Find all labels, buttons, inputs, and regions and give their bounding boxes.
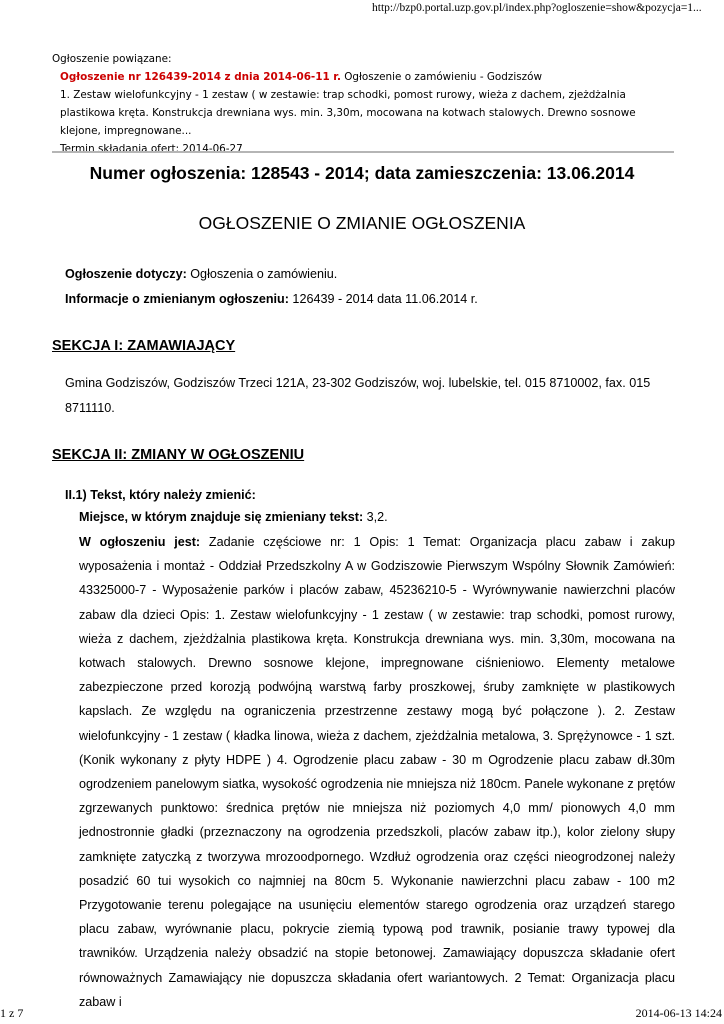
changed-notice-value: 126439 - 2014 data 11.06.2014 r. <box>288 292 478 306</box>
related-label: Ogłoszenie powiązane: <box>52 53 172 65</box>
section-2-heading: SEKCJA II: ZMIANY W OGŁOSZENIU <box>52 447 305 463</box>
changed-notice-line <box>65 291 478 307</box>
concerns-value: Ogłoszenia o zamówieniu. <box>186 267 338 281</box>
print-datetime: 2014-06-13 14:24 <box>635 1006 722 1020</box>
section-1-heading: SEKCJA I: ZAMAWIAJĄCY <box>52 338 236 354</box>
separator-line <box>52 151 674 153</box>
original-text-label: W ogłoszeniu jest: <box>79 535 201 549</box>
related-deadline: Termin składania ofert: 2014-06-27 <box>60 143 243 155</box>
text-to-change-heading: II.1) Tekst, który należy zmienić: <box>65 488 256 502</box>
changed-place-line <box>79 505 675 529</box>
related-notice-suffix: Ogłoszenie o zamówieniu - Godziszów <box>340 71 542 83</box>
related-summary: 1. Zestaw wielofunkcyjny - 1 zestaw ( w zestawie: trap schodki, pomost rurowy, wieża z dachem, zjeżdżalnia plastikowa kręta. Konstrukcja drewniana wys. min. 3,30m, mocowana na kotwach stalowych. Drewno sosnowe klejone, impregnowane... <box>60 89 636 137</box>
contracting-authority-text: Gmina Godziszów, Godziszów Trzeci 121A, 23-302 Godziszów, woj. lubelskie, tel. 015 8710002, fax. 015 8711110. <box>65 376 651 415</box>
changed-place-value: 3,2. <box>363 510 388 524</box>
notice-type-title: OGŁOSZENIE O ZMIANIE OGŁOSZENIA <box>198 213 526 233</box>
notice-number-title: Numer ogłoszenia: 128543 - 2014; data zamieszczenia: 13.06.2014 <box>89 163 635 183</box>
changed-notice-label: Informacje o zmienianym ogłoszeniu: <box>65 292 289 306</box>
page-url: http://bzp0.portal.uzp.gov.pl/index.php?ogloszenie=show&pozycja=1... <box>372 2 702 14</box>
original-text-value: Zadanie częściowe nr: 1 Opis: 1 Temat: Organizacja placu zabaw i zakup wyposażenia i montaż - Oddział Przedszkolny A w Godziszowie Pierwszym Wspólny Słownik Zamówień: 43325000-7 - Wyposażenie parków i placów zabaw, 45236210-5 - Wyrównywanie nawierzchni placów zabaw dla dzieci Opis: 1. Zestaw wielofunkcyjny - 1 zestaw ( w zestawie: trap schodki, pomost rurowy, wieża z dachem, zjeżdżalnia plastikowa kręta. Konstrukcja drewniana wys. min. 3,30m, mocowana na kotwach stalowych. Drewno sosnowe klejone, impregnowane ciśnieniowo. Elementy metalowe zabezpieczone przed korozją podwójną warstwą farby proszkowej, śruby zamknięte w plastikowych kapslach. Ze względu na ograniczenia przestrzenne zestawy mogą być połączone ). 2. Zestaw wielofunkcyjny - 1 zestaw ( kładka linowa, wieża z dachem, zjeżdżalnia metalowa, 3. Sprężynowce - 1 szt. (Konik wykonany z płyty HDPE ) 4. Ogrodzenie placu zabaw - 30 m Ogrodzenie placu zabaw dł.30m ogrodzeniem panelowym siatka, wysokość ogrodzenia nie mniejsza niż 180cm. Panele wykonane z prętów zgrzewanych punktowo: średnica prętów nie mniejsza niż poziomych 4,0 mm/ pionowych 4,0 mm jednostronnie gładki (przeznaczony na ogrodzenia przedszkoli, placów zabaw itp.), kolor zielony słupy zamknięte zatyczką z tworzywa mrozoodpornego. Wzdłuż ogrodzenia oraz części nieogrodzonej należy posadzić 60 tui wysokich co najmniej na 80cm 5. Wykonanie nawierzchni placu zabaw - 100 m2 Przygotowanie terenu polegające na usunięciu elementów starego ogrodzenia oraz urządzeń starego placu zabaw, wyrównanie placu, pokrycie ziemią typową pod trawnik, posianie trawy typowej dla trawników. Urządzenia należy obsadzić na stopie betonowej. Zamawiający dopuszcza składanie ofert równoważnych Zamawiający nie dopuszcza składania ofert wariantowych. 2 Temat: Organizacja placu zabaw i <box>79 535 676 1009</box>
concerns-line <box>65 266 337 282</box>
related-notice <box>52 50 674 158</box>
page-counter: 1 z 7 <box>0 1006 24 1020</box>
concerns-label: Ogłoszenie dotyczy: <box>65 267 187 281</box>
changed-place-label: Miejsce, w którym znajduje się zmieniany tekst: <box>79 510 364 524</box>
related-notice-link[interactable]: Ogłoszenie nr 126439-2014 z dnia 2014-06-11 r. <box>60 71 341 83</box>
related-body <box>60 68 674 158</box>
original-text-paragraph <box>79 530 675 1014</box>
